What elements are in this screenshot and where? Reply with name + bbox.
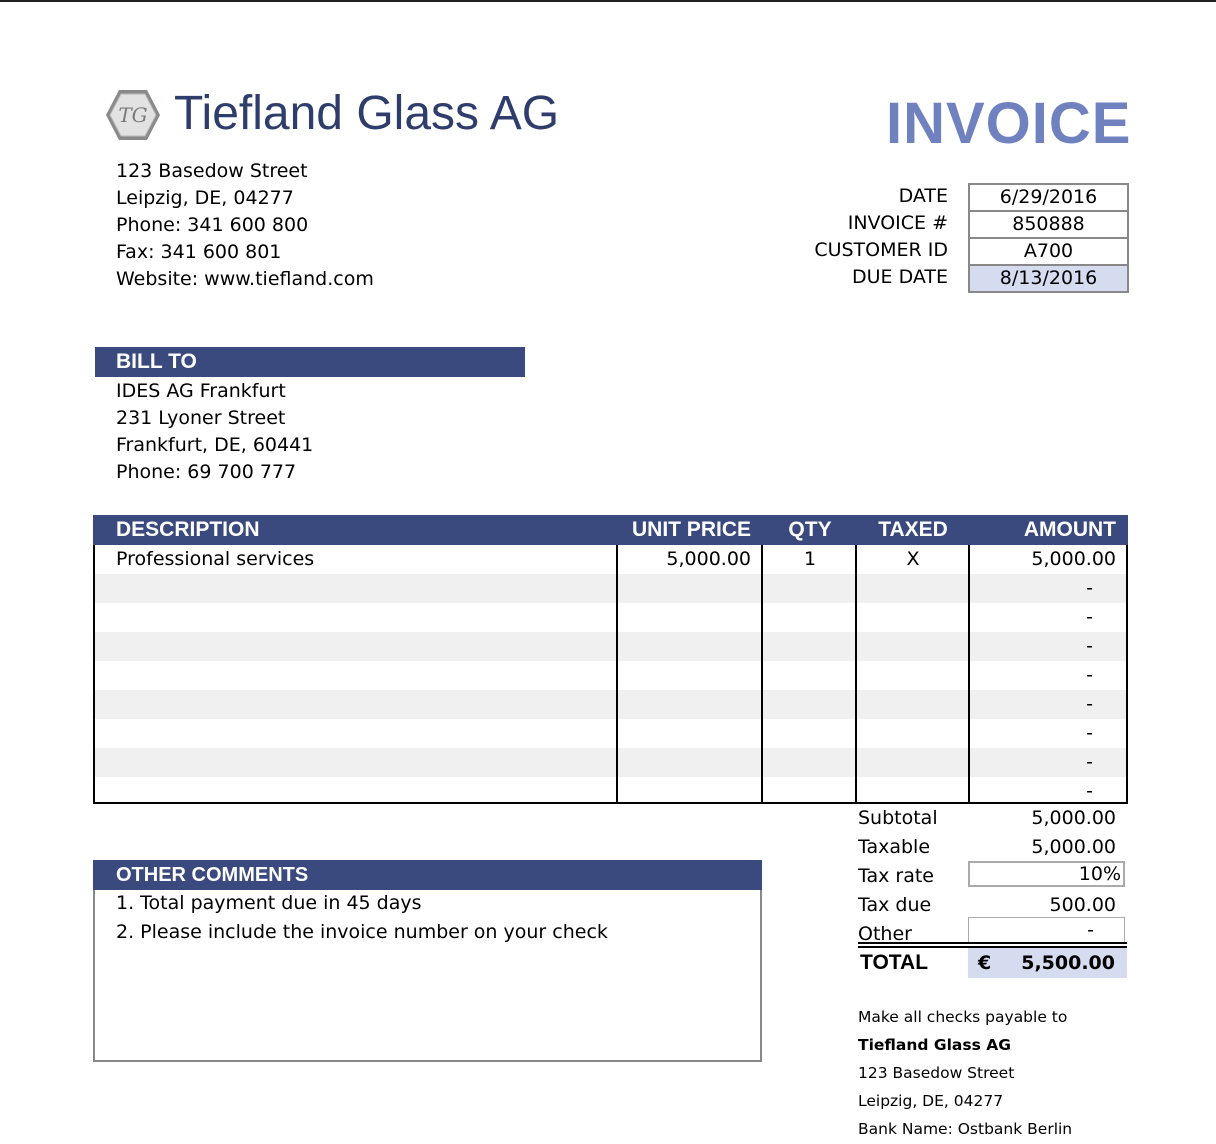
item-description: Professional services <box>116 548 315 570</box>
total-value: 5,500.00 <box>1021 952 1115 974</box>
taxable-value: 5,000.00 <box>1031 836 1116 858</box>
company-city: Leipzig, DE, 04277 <box>116 187 294 209</box>
payment-instructions <box>858 1003 1072 1143</box>
due-date-value: 8/13/2016 <box>970 266 1127 291</box>
bill-to-phone: Phone: 69 700 777 <box>116 461 297 483</box>
col-taxed-header: TAXED <box>878 518 948 541</box>
table-row <box>95 603 1126 632</box>
items-table-header <box>93 515 1128 545</box>
company-phone: Phone: 341 600 800 <box>116 214 309 236</box>
total-value-box <box>968 948 1127 978</box>
company-name: Tiefland Glass AG <box>174 87 560 140</box>
item-amount: - <box>1086 751 1093 773</box>
payable-street: 123 Basedow Street <box>858 1064 1015 1082</box>
item-amount: - <box>1086 606 1093 628</box>
payable-intro: Make all checks payable to <box>858 1008 1068 1026</box>
column-divider <box>855 545 857 802</box>
other-label: Other <box>858 923 912 945</box>
customer-id-label: CUSTOMER ID <box>814 239 948 261</box>
tax-due-label: Tax due <box>858 894 932 916</box>
bill-to-address <box>116 378 313 486</box>
column-divider <box>616 545 618 802</box>
item-amount: - <box>1086 664 1093 686</box>
subtotal-label: Subtotal <box>858 807 938 829</box>
payable-bank: Bank Name: Ostbank Berlin <box>858 1120 1073 1138</box>
tax-rate-field: 10% <box>968 861 1125 887</box>
totals-labels <box>858 804 938 949</box>
item-unit-price: 5,000.00 <box>666 548 751 570</box>
tax-due-value: 500.00 <box>1049 894 1116 916</box>
payable-city: Leipzig, DE, 04277 <box>858 1092 1004 1110</box>
company-website: Website: www.tiefland.com <box>116 268 374 290</box>
item-taxed: X <box>906 548 920 570</box>
bill-to-heading: BILL TO <box>95 347 525 377</box>
col-qty-header: QTY <box>788 518 832 541</box>
items-table <box>93 545 1128 804</box>
col-amount-header: AMOUNT <box>1023 518 1116 541</box>
item-amount: - <box>1086 577 1093 599</box>
date-value: 6/29/2016 <box>970 185 1127 212</box>
table-row <box>95 690 1126 719</box>
comments-text <box>116 889 608 947</box>
invoice-number-value: 850888 <box>970 212 1127 239</box>
bill-to-city: Frankfurt, DE, 60441 <box>116 434 314 456</box>
invoice-meta-labels <box>760 183 948 291</box>
comments-heading: OTHER COMMENTS <box>93 860 762 890</box>
item-amount: - <box>1086 780 1093 802</box>
col-description-header: DESCRIPTION <box>116 518 260 541</box>
column-divider <box>761 545 763 802</box>
col-unit-price-header: UNIT PRICE <box>631 518 751 541</box>
item-amount: - <box>1086 635 1093 657</box>
table-row <box>95 777 1126 802</box>
item-amount: 5,000.00 <box>1031 548 1116 570</box>
logo-monogram: TG <box>118 103 148 127</box>
other-field: - <box>968 917 1125 943</box>
table-row <box>95 748 1126 777</box>
item-amount: - <box>1086 693 1093 715</box>
table-row <box>95 719 1126 748</box>
bill-to-street: 231 Lyoner Street <box>116 407 286 429</box>
company-fax: Fax: 341 600 801 <box>116 241 282 263</box>
comment-line: 1. Total payment due in 45 days <box>116 892 422 914</box>
table-row <box>95 545 1126 574</box>
payable-name: Tiefland Glass AG <box>858 1036 1011 1054</box>
invoice-meta-values <box>968 183 1129 293</box>
table-row <box>95 632 1126 661</box>
due-date-label: DUE DATE <box>851 266 948 288</box>
comment-line: 2. Please include the invoice number on your check <box>116 921 608 943</box>
column-divider <box>968 545 970 802</box>
taxable-label: Taxable <box>858 836 931 858</box>
tax-rate-label: Tax rate <box>858 865 934 887</box>
subtotal-value: 5,000.00 <box>1031 807 1116 829</box>
item-qty: 1 <box>803 548 817 570</box>
page-top-border <box>0 0 1216 2</box>
company-logo <box>104 88 162 142</box>
table-row <box>95 661 1126 690</box>
invoice-number-label: INVOICE # <box>847 212 948 234</box>
company-address <box>116 158 374 293</box>
company-street: 123 Basedow Street <box>116 160 308 182</box>
customer-id-value: A700 <box>970 239 1127 266</box>
table-row <box>95 574 1126 603</box>
bill-to-name: IDES AG Frankfurt <box>116 380 286 402</box>
total-label: TOTAL <box>860 951 929 974</box>
date-label: DATE <box>898 185 948 207</box>
currency-symbol: € <box>978 952 992 974</box>
invoice-title: INVOICE <box>886 91 1132 156</box>
item-amount: - <box>1086 722 1093 744</box>
